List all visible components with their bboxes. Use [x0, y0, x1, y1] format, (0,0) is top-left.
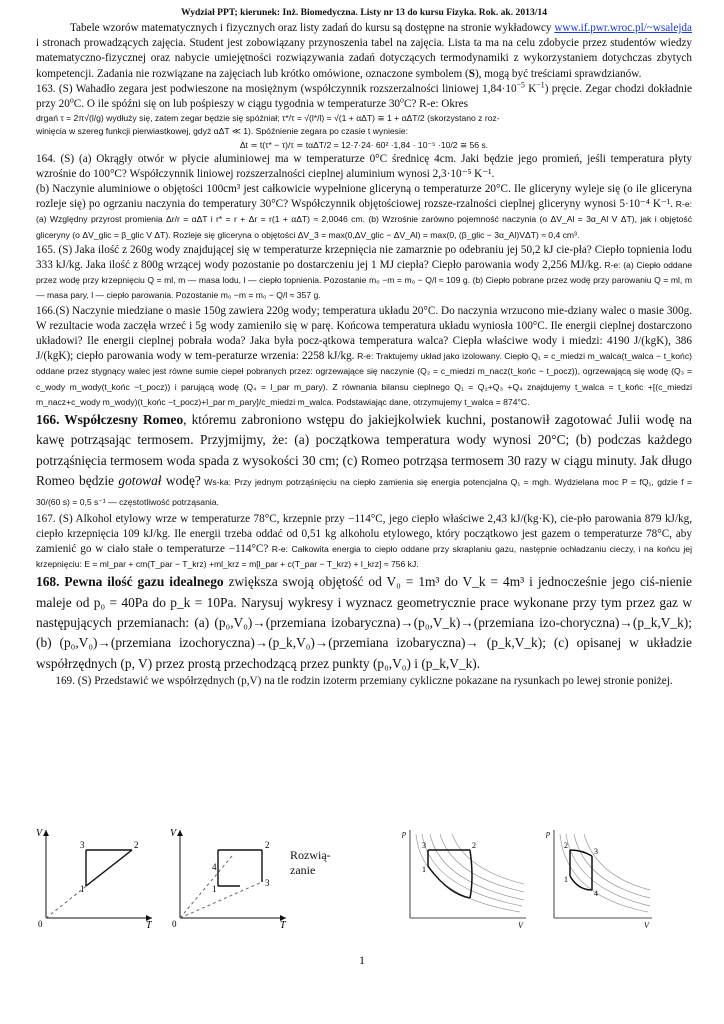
- p164-solution: R-e: (a) Względny przyrost promienia Δr/r = αΔT i r* = r + Δr = r(1 + αΔT) ≈ 2,0046 cm. (b) Wzrośnie zarówno pojemność naczynia (o ΔV_Al = 3α_Al V ΔT), jak i objętość gliceryny (o ΔV_glic = β_glic V ΔT). Rozleje się gliceryna o objętości ΔV_3 = max(0,ΔV_glic − ΔV_Al) = max(0, (β_glic − 3α_Al)VΔT) ≈ 0,4 cm³.: [36, 199, 692, 240]
- p168-text: zwiększa swoją objętość od V₀ = 1m³ do V_k = 4m³ i jednocześnie jego ciś-nienie maleje od p₀ = 40Pa do p_k = 10Pa. Narysuj wykresy i wyznacz geometrycznie prace wykonane przy tym przez gaz w następujących przemianach: (a) (p₀,V₀)→(przemiana izobaryczna)→(p₀,V_k)→(przemiana izo-choryczna)→(p_k,V_k); (b) (p₀,V₀)→(przemiana izochoryczna)→(p_k,V₀)→(przemiana izobaryczna)→ (p_k,V_k); (c) opisanej w układzie współrzędnych (p, V) przez prostą przechodzącą przez punkty (p₀,V₀) i (p_k,V_k).: [36, 574, 693, 671]
- intro-text-3: ), mogą być treściami sprawdzianów.: [474, 67, 642, 80]
- figure-pv-solution-2-svg: [544, 826, 656, 930]
- intro-paragraph: [36, 21, 692, 82]
- problem-168: [36, 572, 692, 673]
- document-page: [36, 6, 692, 689]
- page-header: Wydział PPT; kierunek: Inż. Biomedyczna. Listy nr 13 do kursu Fizyka. Rok. ak. 2013/14: [180, 7, 547, 18]
- p166-solution: R-e: Traktujemy układ jako izolowany. Ciepło Q₁ = c_miedzi m_walca(t_walca − t_końc) oddane przez stygnący walec jest równe sumie ciepeł pobranych przez: ogrzewające się naczynie (Q₂ = c_miedzi m_nacz(t_końc − t_pocz)), ogrzewającą się wodę (Q₃ = c_wody m_wody(t_końc −t_pocz)) i parującą wodę (Q₄ = l_par m_pary). Z równania bilansu cieplnego Q₁ = Q₂+Q₃ +Q₄ znajdujemy t_walca = t_końc +[(c_miedzi m_nacz+c_wody m_wody)(t_końc −t_pocz)+l_par m_pary]/c_miedzi m_walca. Podstawiając dane, otrzymujemy t_walca = 874°C.: [36, 351, 692, 407]
- f2-label-3: 3: [265, 878, 270, 888]
- intro-text-1: Tabele wzorów matematycznych i fizycznych oraz listy zadań do kursu są dostępne na stronie wykładowcy: [70, 22, 555, 34]
- p163-text-1: 163. (S) Wahadło zegara jest podwieszone na mosiężnym (współczynnik rozszerzalności liniowej 1,84·10: [36, 82, 517, 95]
- f2-label-4: 4: [212, 862, 217, 872]
- problem-164: [36, 152, 692, 243]
- f4-axis-v: V: [644, 921, 649, 930]
- figure-pv-solution-1-svg: [400, 826, 530, 930]
- f4-label-3: 3: [594, 847, 598, 856]
- f4-label-4: 4: [594, 889, 598, 898]
- p166b-text-2: wodę?: [161, 472, 201, 488]
- f2-label-2: 2: [265, 840, 270, 850]
- f1-label-3: 3: [80, 840, 85, 850]
- f3-label-2: 2: [472, 841, 476, 850]
- p163-solution-2: winięcia w szereg funkcji pierwiastkowej, gdyż αΔT ≪ 1). Spóźnienie zegara po czasie t wyniesie:: [36, 126, 409, 137]
- p163-text-4: C? R-e: Okres: [403, 98, 468, 111]
- p166b-text-1: , któremu zabroniono wstępu do jakiejkolwiek kuchni, postanowił zagotować Julii wodę na kawę potrząsając termosem. Przyjmijmy, że: (a) początkowa temperatura wody wynosi 20°C; (b) podczas każdego potrząśnięcia termosem woda spada z wysokości 30 cm; (c) Romeo potrząsa termosem 30 razy w ciągu minuty. Jak długo Romeo będzie: [36, 412, 693, 488]
- p167-solution: R-e: Całkowita energia to ciepło oddane przy skraplaniu gazu, następnie ochładzaniu cieczy, i na końcu jej krzepnięciu: E = ml_par + cm(T_par − T_krz) +ml_krz = m[l_par + c(T_par − T_krz) + l_krz] ≈ 756 kJ.: [36, 543, 692, 570]
- f1-label-1: 1: [80, 884, 85, 894]
- figure-vt-cycle-1-svg: [36, 826, 156, 930]
- f2-axis-t: T: [280, 920, 286, 930]
- p168-lead: 168. Pewna ilość gazu idealnego: [36, 574, 224, 590]
- f3-label-3: 3: [422, 841, 426, 850]
- problem-169: 169. (S) Przedstawić we współrzędnych (p,V) na tle rodzin izoterm przemiany cykliczne pokazane na rysunkach po lewej stronie poniżej.: [55, 674, 673, 687]
- problem-165: [36, 243, 692, 304]
- p163-unitexp: −1: [536, 80, 545, 90]
- p164-text-b: (b) Naczynie aluminiowe o objętości 100cm³ jest całkowicie wypełnione gliceryną o temperaturze 20°C. Ile gliceryny wyleje się (o ile gliceryna rozleje się) po ogrzaniu naczynia do temperatury 30°C? Współczynnik objętościowej rozsze-rzalności cieplnej gliceryny wynosi 5·10⁻⁴ K⁻¹.: [36, 183, 692, 211]
- problem-163: [36, 82, 692, 112]
- page-number: 1: [359, 953, 365, 967]
- f4-axis-p: p: [546, 829, 550, 838]
- f4-label-1: 1: [564, 875, 568, 884]
- f1-axis-t: T: [146, 920, 152, 930]
- p163-degree-2: o: [400, 95, 404, 105]
- p167-text: 167. (S) Alkohol etylowy wrze w temperaturze 78°C, krzepnie przy −114°C, jego ciepło właściwe 2,43 kJ/(kg·K), cie-pło parowania 879 kJ/kg, ciepło krzepnięcia 109 kJ/kg. Ile energii trzeba oddać od 0,51 kg alkoholu etylowego, który początkowo jest gazem o temperaturze 78°C, aby zamienić go w ciało stałe o temperaturze −114°C?: [36, 512, 692, 555]
- p164-text-a: 164. (S) (a) Okrągły otwór w płycie aluminiowej ma w temperaturze 0°C średnicę 4cm. Jaki będzie jego promień, jeśli temperatura płyty wzrośnie do 100°C? Współczynnik liniowej rozszerzalności cieplnej aluminium wynosi 2,3·10⁻⁵ K⁻¹.: [36, 152, 692, 180]
- figures-row: [0, 826, 656, 936]
- figure-vt-cycle-2-svg: [170, 826, 290, 930]
- p165-solution: R-e: (a) Ciepło oddane przez wodę przy krzepnięciu Q = ml, m — masa lodu, l — ciepło topnienia. Pozostanie m₀ −m = m₀ − Q/l ≈ 109 g. (b) Ciepło pobrane przez wodę przy parowaniu Q = ml, m — masa pary, l — ciepło parowania. Pozostanie m₀ −m = m₀ − Q/l ≈ 357 g.: [36, 260, 692, 301]
- f2-label-1: 1: [212, 884, 217, 894]
- intro-symbol: S: [468, 67, 475, 80]
- figure-pv-solution-1: [400, 826, 530, 930]
- p163-unit: K: [524, 82, 537, 95]
- problem-167: [36, 512, 692, 573]
- p163-text-2: ) pręcie. Zegar chodzi dokładnie przy 20: [36, 82, 692, 111]
- f3-axis-v: V: [518, 921, 523, 930]
- solution-label-line-1: Rozwią-: [290, 848, 331, 862]
- f2-axis-v: V: [170, 828, 177, 839]
- p163-text-3: C. O ile spóźni się on lub pośpieszy w ciągu tygodnia w temperaturze 30: [73, 98, 401, 111]
- p166-text: 166.(S) Naczynie miedziane o masie 150g zawiera 220g wody; temperatura układu 20°C. Do naczynia wrzucono mie-dziany walec o masie 300g. W rezultacie woda zaczęła wrzeć i 5g wody zamieniło się w parę. Końcowa temperatura układu wyniosła 100°C. Ile energii cieplnej dostarczono układowi? Ile energii cieplnej pobrała woda? Jaka była pocz-ątkowa temperatura walca? Ciepła właściwe wody i miedzi: 4190 J/(kgK), 386 J/(kgK); ciepło parowania wody w tem-peraturze wrzenia: 2258 kJ/kg.: [36, 304, 692, 363]
- p166b-lead: 166. Współczesny Romeo: [36, 412, 184, 428]
- problem-166-romeo: [36, 410, 692, 511]
- p163-solution-equation: Δt ≃ t(τ* − τ)/τ ≃ tαΔT/2 = 12·7·24· 60² ·1,84 · 10⁻⁵ ·10/2 ≅ 56 s.: [239, 139, 489, 150]
- p166b-hint: Ws-ka: Przy jednym potrząśnięciu na ciepło zamienia się energia potencjalna Q₁ = mgh. Wydzielana moc P = fQ₁, gdzie f = 30/(60 s) = 0,5 s⁻¹ — częstotliwość potrząsania.: [36, 476, 692, 508]
- f1-label-2: 2: [134, 840, 139, 850]
- problem-166: [36, 304, 692, 410]
- lecturer-website-link[interactable]: www.if.pwr.wroc.pl/~wsalejda: [554, 22, 692, 34]
- p163-solution-1: drgań τ = 2π√(l/g) wydłuży się, zatem zegar będzie się spóźniał; τ*/τ = √(l*/l) = √(1 + αΔT) ≅ 1 + αΔT/2 (skorzystano z roz-: [36, 113, 500, 124]
- p166b-italic-word: gotował: [118, 472, 162, 488]
- figure-pv-solution-2: [544, 826, 656, 930]
- f3-axis-p: p: [402, 829, 406, 838]
- p163-exp: −5: [516, 80, 525, 90]
- figure-vt-cycle-1: [36, 826, 156, 930]
- f3-label-1: 1: [422, 865, 426, 874]
- p165-text: 165. (S) Jaka ilość z 260g wody znajdującej się w temperaturze krzepnięcia nie zamarznie po odebraniu jej 50,2 kJ cie-pła? Ciepło topnienia lodu 333 kJ/kg. Jaka ilość z 800g wrzącej wody pozostanie po dostarczeniu jej 1 MJ ciepła? Ciepło parowania wody 2,256 MJ/kg.: [36, 243, 692, 272]
- figure-vt-cycle-2: [170, 826, 290, 930]
- solution-label-line-2: zanie: [290, 863, 316, 877]
- f1-origin: 0: [38, 919, 43, 929]
- p163-degree-1: o: [69, 95, 74, 105]
- f4-label-2: 2: [564, 841, 568, 850]
- f2-origin: 0: [172, 919, 177, 929]
- f1-axis-v: V: [36, 828, 43, 839]
- intro-text-2: i stronach prowadzących zajęcia. Student jest zobowiązany przynoszenia tabel na zajęcia. Lista ta ma na celu zdobycie przez studentów wiedzy matematyczno-fizycznej oraz nabycie umiejętności rozwiązywania zadań dotyczących termodynamiki z wykorzystaniem dotychczas zbytych kompetencji. Zadania nie rozwiązane na zajęciach lub krótko omówione, oznaczone symbolem (: [36, 37, 692, 80]
- solution-label: [290, 848, 331, 878]
